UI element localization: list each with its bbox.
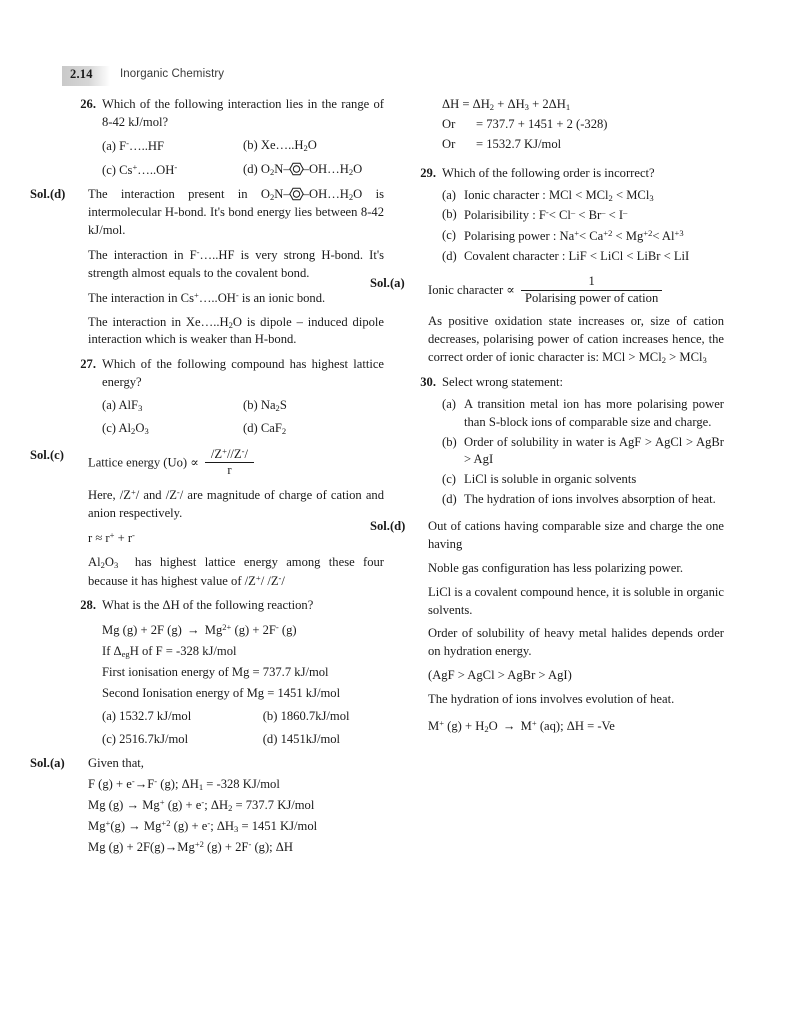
solution-29-body xyxy=(428,275,724,367)
option-key: (c) xyxy=(102,731,116,746)
solution-26-p2: The interaction in F-…..HF is very strong H-bond. It's strength almost equals to the covalent bond. xyxy=(88,247,384,280)
question-29-option-a[interactable] xyxy=(442,187,724,205)
question-26-body xyxy=(102,96,384,179)
benzene-ring-icon xyxy=(289,162,304,176)
solution-27-label: Sol.(c) xyxy=(30,447,64,462)
question-28-option-c[interactable] xyxy=(102,731,263,749)
solution-27-p2: Here, /Z+/ and /Z-/ are magnitude of charge of cation and anion respectively. xyxy=(88,487,384,520)
question-28-eq3: First ionisation energy of Mg = 737.7 kJ/mol xyxy=(102,664,329,679)
question-30 xyxy=(406,374,724,511)
question-30-option-a[interactable] xyxy=(442,396,724,432)
option-key: (b) xyxy=(442,434,457,449)
solution-30-p6: The hydration of ions involves evolution of heat. xyxy=(428,692,675,707)
option-text: 1860.7kJ/mol xyxy=(280,708,350,723)
solution-26-body xyxy=(88,186,384,349)
solution-30-p1: Out of cations having comparable size and charge the one having xyxy=(428,519,724,551)
question-27-text: Which of the following compound has highest lattice energy? xyxy=(102,357,384,390)
option-text: Order of solubility in water is AgF > AgCl > AgBr > AgI xyxy=(464,434,724,467)
option-key: (a) xyxy=(102,138,116,153)
solution-28-cont-eq2-value: = 737.7 + 1451 + 2 (-328) xyxy=(476,116,608,131)
fraction-numerator: 1 xyxy=(521,274,662,291)
option-key: (d) xyxy=(262,731,278,746)
solution-28 xyxy=(30,755,384,858)
option-text: Covalent character : LiF < LiCl < LiBr < LiI xyxy=(464,249,690,263)
option-text: Polarising power : $Na^+< Ca^{+2} < Mg^{+2}< Al^{+3}$ xyxy=(464,228,684,244)
question-26-option-a[interactable] xyxy=(102,137,243,156)
solution-30-label: Sol.(d) xyxy=(370,519,406,534)
fraction-denominator: r xyxy=(227,463,232,478)
solution-29-lead: Ionic character ∝ xyxy=(428,283,515,297)
question-30-option-d[interactable] xyxy=(442,491,724,509)
question-29-body xyxy=(442,165,724,268)
solution-28-lead: Given that, xyxy=(88,756,144,771)
book-title: Inorganic Chemistry xyxy=(120,68,225,80)
question-29-option-c[interactable] xyxy=(442,227,724,246)
question-26-options-row1 xyxy=(102,137,384,156)
solution-28-cont-eq1: $\Delta H = \Delta H_2 + \Delta H_3 + 2\Delta H_1$ xyxy=(442,97,571,112)
question-27-option-a[interactable] xyxy=(102,397,243,415)
solution-29-p2: As positive oxidation state increases or, size of cation decreases, polarising power of cation increases hence, the correct order of ionic character is: MCl > MCl$_2$ > MCl$_3$ xyxy=(428,314,724,365)
solution-29-label: Sol.(a) xyxy=(370,275,405,290)
question-27-number: 27. xyxy=(80,357,96,372)
solution-29 xyxy=(370,273,724,367)
question-29-option-d[interactable] xyxy=(442,248,724,266)
question-28 xyxy=(66,597,384,748)
option-key: (a) xyxy=(102,398,116,412)
question-30-body xyxy=(442,374,724,511)
benzene-ring-icon xyxy=(289,187,304,201)
option-key: (b) xyxy=(243,398,258,412)
solution-28-cont-eq3-value: = 1532.7 KJ/mol xyxy=(476,136,562,151)
question-28-options-row1 xyxy=(102,708,384,726)
option-key: (c) xyxy=(442,228,456,243)
question-30-option-b[interactable] xyxy=(442,434,724,470)
option-key: (d) xyxy=(442,249,457,263)
option-key: (b) xyxy=(262,708,278,723)
solution-28-cont-eq2 xyxy=(442,116,724,134)
question-29 xyxy=(406,165,724,268)
question-29-number: 29. xyxy=(420,165,436,180)
option-text: A transition metal ion has more polarising power than S-block ions of comparable size and charge. xyxy=(464,396,724,429)
solution-28-eq2: Mg (g) → Mg+ (g) + e-; $\Delta H_2 = 737.7$ KJ/mol xyxy=(88,797,315,813)
option-text: 1532.7 kJ/mol xyxy=(119,708,192,723)
solution-27-formula xyxy=(88,447,384,480)
question-26-option-b[interactable] xyxy=(243,137,384,156)
question-28-option-d[interactable] xyxy=(263,731,404,749)
option-text: $O_2N-$ $-OH\dots H_2O$ xyxy=(260,161,363,177)
solution-28-eq1: F (g) + e-→F- (g); $\Delta H_1 = -328$ KJ/mol xyxy=(88,776,280,793)
fraction-numerator: /Z+//Z-/ xyxy=(205,446,254,464)
question-30-number: 30. xyxy=(420,374,436,389)
option-text: Cs+…..OH- xyxy=(119,161,178,177)
solution-26 xyxy=(30,186,385,349)
solution-26-label: Sol.(d) xyxy=(30,187,66,202)
option-key: (c) xyxy=(102,420,116,435)
option-text: Ionic character : MCl < MCl$_2$ < MCl$_3$ xyxy=(464,187,654,203)
solution-30 xyxy=(370,518,725,736)
question-28-number: 28. xyxy=(80,598,96,613)
option-key: (c) xyxy=(442,472,456,487)
question-28-text: What is the ΔH of the following reaction? xyxy=(102,598,314,613)
option-text: AlF$_3$ xyxy=(118,398,143,413)
option-key: (d) xyxy=(442,492,457,507)
option-text: 1451kJ/mol xyxy=(280,731,341,746)
option-text: 2516.7kJ/mol xyxy=(119,731,189,746)
option-key: (b) xyxy=(442,207,457,222)
solution-28-cont-eq3 xyxy=(442,136,724,154)
solution-28-continued xyxy=(406,96,724,156)
question-26-option-c[interactable] xyxy=(102,161,243,180)
lattice-energy-fraction xyxy=(205,446,254,479)
left-column xyxy=(30,96,385,861)
question-26-number: 26. xyxy=(80,97,96,111)
question-28-option-b[interactable] xyxy=(263,708,404,726)
solution-30-body xyxy=(428,518,724,736)
solution-28-label: Sol.(a) xyxy=(30,756,65,771)
solution-27 xyxy=(30,445,384,591)
solution-28-eq4: Mg $(g) + 2F(g)\to Mg^{+2}$ (g) + 2F- (g); ΔH xyxy=(88,838,293,854)
solution-27-body xyxy=(88,447,384,591)
option-text: $Na_2S$ xyxy=(260,398,287,413)
question-28-eq1: Mg (g) + 2F $(g) \to Mg^{2+}$ (g) + 2F- (g) xyxy=(102,622,297,638)
fraction-denominator: Polarising power of cation xyxy=(524,290,659,305)
question-27-option-d[interactable] xyxy=(243,420,384,438)
question-28-given xyxy=(102,621,384,702)
option-text: CaF$_2$ xyxy=(260,420,287,436)
question-28-eq2: If $\Delta_{eg}H$ of F = -328 kJ/mol xyxy=(102,644,237,659)
option-key: (b) xyxy=(243,137,258,152)
question-27-option-c[interactable] xyxy=(102,420,243,438)
question-27-body xyxy=(102,356,384,438)
option-text: The hydration of ions involves absorption of heat. xyxy=(464,492,716,507)
question-26-text: Which of the following interaction lies in the range of 8-42 kJ/mol? xyxy=(102,97,384,129)
question-26 xyxy=(66,96,384,179)
question-27-options-row1 xyxy=(102,397,384,415)
solution-26-p4: The interaction in $Xe\dots..H_2O$ is dipole – induced dipole interaction which is weaker than H-bond. xyxy=(88,314,385,347)
option-key: (d) xyxy=(243,161,258,176)
option-text: LiCl is soluble in organic solvents xyxy=(464,472,637,487)
solution-29-formula xyxy=(428,275,724,307)
question-26-options-row2 xyxy=(102,161,384,180)
solution-26-p1: The interaction present in $O_2N-$ $-OH\dots H_2O$ is intermolecular H-bond. It's bond energy lies between 8-42 kJ/mol. xyxy=(88,187,384,238)
solution-27-p4: $Al_2O_3$ has highest lattice energy among these four because it has highest value of /Z+/ /Z-/ xyxy=(88,554,384,588)
question-28-option-a[interactable] xyxy=(102,708,263,726)
question-27-option-b[interactable] xyxy=(243,397,384,415)
solution-30-p7: M+ $(g) + H_2O \to M^+$ (aq); ΔH = -Ve xyxy=(428,717,615,734)
option-key: (c) xyxy=(102,162,116,177)
option-text: $Xe\dots..H_2O$ xyxy=(260,137,317,153)
question-29-option-b[interactable] xyxy=(442,206,724,225)
option-key: (a) xyxy=(442,396,456,411)
solution-28-continued-body xyxy=(442,96,724,156)
question-28-body xyxy=(102,597,384,748)
solution-30-p2: Noble gas configuration has less polarizing power. xyxy=(428,560,683,575)
or-label-1: Or xyxy=(442,116,456,131)
solution-27-p3: r ≈ r+ + r- xyxy=(88,529,135,545)
option-key: (a) xyxy=(102,708,116,723)
right-column xyxy=(370,96,725,738)
question-29-text: Which of the following order is incorrect? xyxy=(442,165,655,180)
option-key: (d) xyxy=(243,420,258,435)
question-29-options xyxy=(442,187,724,266)
question-30-options xyxy=(442,396,724,509)
option-key: (a) xyxy=(442,187,456,202)
option-text: $Al_2O_3$ xyxy=(118,420,149,436)
question-26-option-d[interactable] xyxy=(243,161,384,180)
question-27-options-row2 xyxy=(102,420,384,438)
option-text: F-…..HF xyxy=(119,137,165,153)
question-30-text: Select wrong statement: xyxy=(442,374,564,389)
solution-28-eq3: $Mg^+(g) \to Mg^{+2}$ (g) + e-; $\Delta H_3 = 1451$ KJ/mol xyxy=(88,817,318,834)
question-28-options-row2 xyxy=(102,731,384,749)
solution-30-p5: (AgF > AgCl > AgBr > AgI) xyxy=(428,668,572,683)
solution-28-body xyxy=(88,755,384,858)
question-30-option-c[interactable] xyxy=(442,471,724,489)
solution-26-p3: The interaction in Cs+…..OH- is an ionic bond. xyxy=(88,289,326,305)
ionic-character-fraction xyxy=(521,274,662,306)
option-text: Polarisibility : F-< Cl– < Br– < I– xyxy=(464,207,628,223)
solution-30-p4: Order of solubility of heavy metal halides depends order on hydration energy. xyxy=(428,626,724,659)
solution-27-lead: Lattice energy (Uo) ∝ xyxy=(88,455,199,470)
question-27 xyxy=(66,356,384,438)
solution-30-p3: LiCl is a covalent compound hence, it is soluble in organic solvents. xyxy=(428,584,725,617)
or-label-2: Or xyxy=(442,136,456,151)
page-header xyxy=(62,66,742,88)
page-number: 2.14 xyxy=(70,67,93,81)
question-28-eq4: Second Ionisation energy of Mg = 1451 kJ/mol xyxy=(102,685,341,700)
